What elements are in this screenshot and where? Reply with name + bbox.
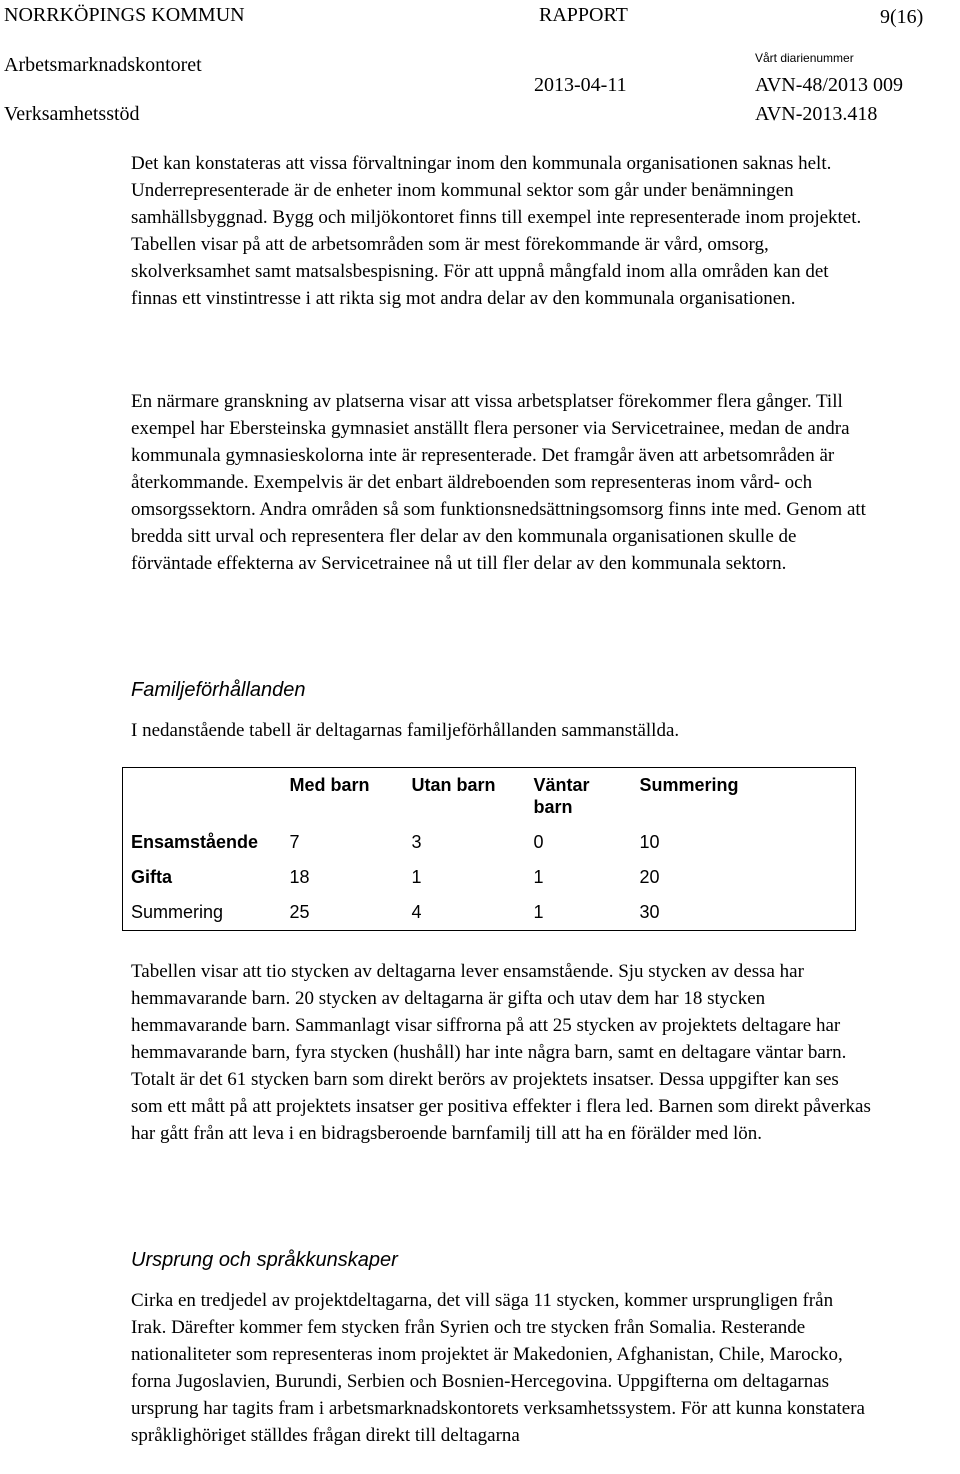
origin-text: Cirka en tredjedel av projektdeltagarna, det vill säga 11 stycken, kommer ursprungligen från Irak. Därefter kommer fem stycken från Syrien och tre stycken från Somalia. Resterande nationaliteter som representeras inom projektet är Makedonien, Afghanistan, Chile, Marocko, forna Jugoslavien, Burundi, Serbien och Bosnien-Hercegovina. Uppgifterna om deltagarnas ursprung har tagits fram i arbetsmarknadskontorets verksamhetssystem. För att kunna konstatera språklighöriget ställdes frågan direkt till deltagarna <box>131 1290 865 1446</box>
table-cell: 4 <box>411 902 422 923</box>
table-header-cell: Summering <box>639 775 739 795</box>
table-cell: 25 <box>289 902 310 923</box>
table-row-label: Gifta <box>131 867 173 888</box>
paragraph-1: Det kan konstateras att vissa förvaltningar inom den kommunala organisationen saknas helt. Underrepresenterade är de enheter inom kommunal sektor som går under benämningen samhällsbyggnad. Bygg och miljökontoret finns till exempel inte representerade inom projektet. Tabellen visar på att de arbetsområden som är mest förekommande är vård, omsorg, skolverksamhet samt matsalsbespisning. För att uppnå mångfald inom alla områden kan det finnas ett vinstintresse i att rikta sig mot andra delar av den kommunala organisationen. <box>131 153 862 309</box>
table-header-cell: Utan barn <box>411 775 496 795</box>
section-heading-origin: Ursprung och språkkunskaper <box>131 1249 398 1271</box>
table-row <box>123 895 856 930</box>
section-heading-family: Familjeförhållanden <box>131 679 306 701</box>
table-cell: 7 <box>289 832 300 853</box>
family-intro: I nedanstående tabell är deltagarnas familjeförhållanden sammanställda. <box>131 720 680 741</box>
table-cell: 18 <box>289 867 310 888</box>
family-analysis: Tabellen visar att tio stycken av deltagarna lever ensamstående. Sju stycken av dessa har hemmavarande barn. 20 stycken av deltagarna är gifta och utav dem har 18 stycken hemmavarande barn. Sammanlagt visar siffrorna på att 25 stycken av projektets deltagare har hemmavarande barn, fyra stycken (hushåll) har inte några barn, samt en deltagare väntar barn. Totalt är det 61 stycken barn som direkt berörs av projektets insatser. Dessa uppgifter kan ses som ett mått på att projektets insatser ger positiva effekter i flera led. Barnen som direkt påverkas har gått från att leva i en bidragsberoende barnfamilj till att ha en förälder med lön. <box>131 961 871 1144</box>
table-header-cell <box>123 768 282 826</box>
unit-name: Verksamhetsstöd <box>4 103 140 125</box>
table-header-row <box>123 768 856 826</box>
table-cell: 30 <box>639 902 660 923</box>
doc-type: RAPPORT <box>539 4 628 26</box>
diarie-number-1: AVN-48/2013 009 <box>755 74 903 96</box>
table-row <box>123 860 856 895</box>
org-name: NORRKÖPINGS KOMMUN <box>4 4 245 26</box>
table-header-cell: Väntar barn <box>533 775 590 817</box>
table-cell: 3 <box>411 832 422 853</box>
table-cell: 20 <box>639 867 660 888</box>
diarie-label: Vårt diarienummer <box>755 51 854 65</box>
table-cell: 1 <box>411 867 422 888</box>
report-date: 2013-04-11 <box>534 74 627 96</box>
office-name: Arbetsmarknadskontoret <box>4 54 202 76</box>
table-cell: 0 <box>533 832 544 853</box>
table-cell: 1 <box>533 867 544 888</box>
table-row <box>123 825 856 860</box>
family-table <box>122 767 856 931</box>
table-row-label: Summering <box>131 902 224 923</box>
page-number: 9(16) <box>880 6 924 28</box>
table-cell: 1 <box>533 902 544 923</box>
table-cell: 10 <box>639 832 660 853</box>
table-row-label: Ensamstående <box>131 832 259 853</box>
paragraph-2: En närmare granskning av platserna visar att vissa arbetsplatser förekommer flera gånger. Till exempel har Ebersteinska gymnasiet anställt flera personer via Servicetrainee, medan de andra kommunala gymnasieskolorna inte är representerade. Det framgår även att arbetsområden är återkommande. Exempelvis är det enbart äldreboenden som representeras inom vård- och omsorgssektorn. Andra områden så som funktionsnedsättningsomsorg finns inte med. Genom att bredda sitt urval och representera fler delar av den kommunala organisationen skulle de förväntade effekterna av Servicetrainee nå ut till fler delar av den kommunala sektorn. <box>131 391 866 574</box>
diarie-number-2: AVN-2013.418 <box>755 103 878 125</box>
table-header-cell: Med barn <box>289 775 370 795</box>
